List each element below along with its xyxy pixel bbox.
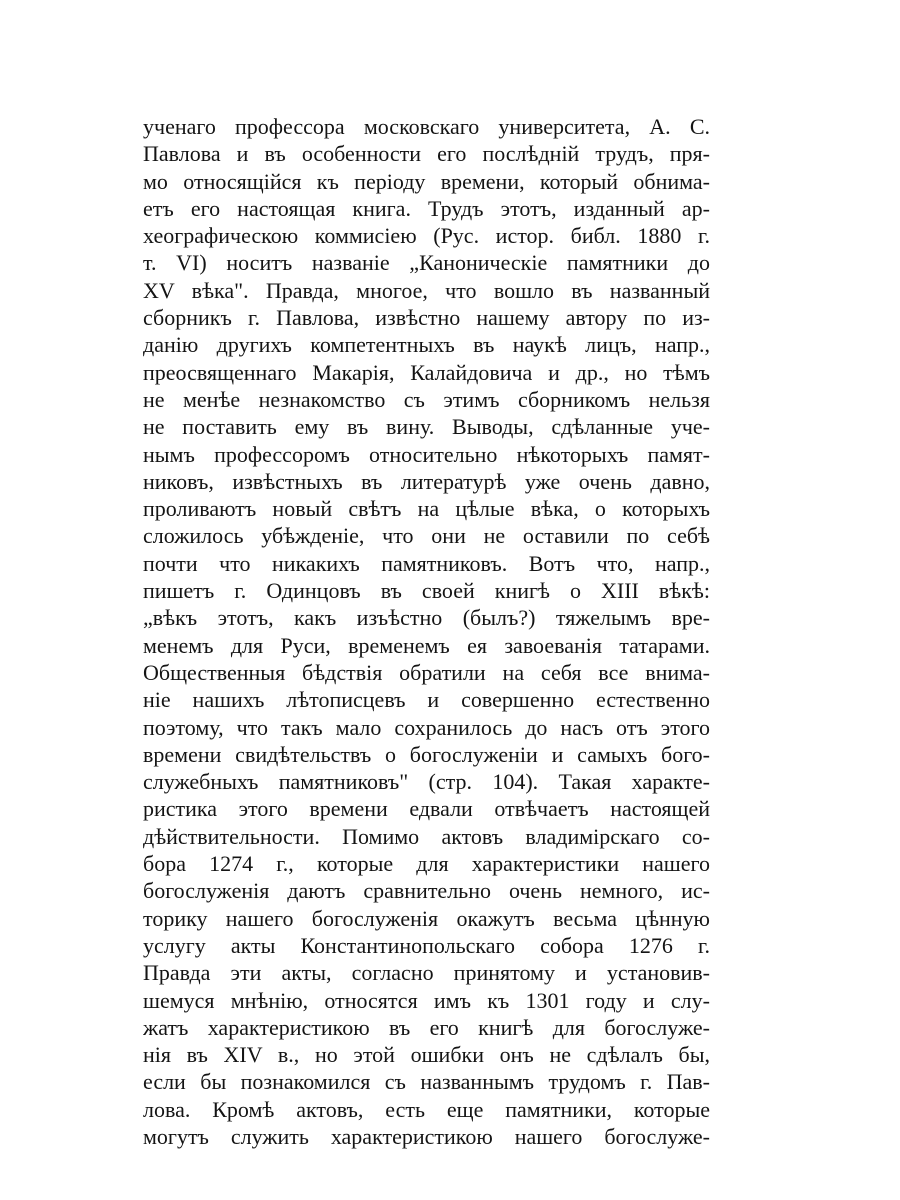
text-line: торику нашего богослуженія окажутъ весьма цѣнную [143, 905, 710, 931]
text-line: Общественныя бѣдствія обратили на себя все внима- [143, 659, 710, 685]
text-line: XV вѣка". Правда, многое, что вошло въ названный [143, 277, 710, 303]
text-line: дѣйствительности. Помимо актовъ владимірскаго со- [143, 823, 710, 849]
text-line: Павлова и въ особенности его послѣдній трудъ, пря- [143, 141, 710, 167]
text-line: шемуся мнѣнію, относятся имъ къ 1301 году и слу- [143, 987, 710, 1013]
text-line: т. VI) носитъ названіе „Каноническіе памятники до [143, 250, 710, 276]
text-line: услугу акты Константинопольскаго собора 1276 г. [143, 932, 710, 958]
text-line: времени свидѣтельствъ о богослуженіи и самыхъ бого- [143, 741, 710, 767]
text-line: богослуженія даютъ сравнительно очень немного, ис- [143, 878, 710, 904]
text-line: сложилось убѣжденіе, что они не оставили по себѣ [143, 523, 710, 549]
text-line: преосвященнаго Макарія, Калайдовича и др., но тѣмъ [143, 359, 710, 385]
text-line: почти что никакихъ памятниковъ. Вотъ что, напр., [143, 550, 710, 576]
text-line: не поставить ему въ вину. Выводы, сдѣланные уче- [143, 414, 710, 440]
text-line: никовъ, извѣстныхъ въ литературѣ уже очень давно, [143, 468, 710, 494]
text-line: нымъ профессоромъ относительно нѣкоторыхъ памят- [143, 441, 710, 467]
text-line: жатъ характеристикою въ его книгѣ для богослуже- [143, 1014, 710, 1040]
text-line: служебныхъ памятниковъ" (стр. 104). Такая характе- [143, 769, 710, 795]
text-line: бора 1274 г., которые для характеристики нашего [143, 851, 710, 877]
text-line: данію другихъ компетентныхъ въ наукѣ лицъ, напр., [143, 332, 710, 358]
text-line: не менѣе незнакомство съ этимъ сборникомъ нельзя [143, 386, 710, 412]
text-line: „вѣкъ этотъ, какъ изъѣстно (былъ?) тяжелымъ вре- [143, 605, 710, 631]
text-line: хеографическою коммисіею (Рус. истор. библ. 1880 г. [143, 223, 710, 249]
text-line: проливаютъ новый свѣтъ на цѣлые вѣка, о которыхъ [143, 496, 710, 522]
text-line: ристика этого времени едвали отвѣчаетъ настоящей [143, 796, 710, 822]
text-line: Правда эти акты, согласно принятому и установив- [143, 960, 710, 986]
text-line: нія въ XIV в., но этой ошибки онъ не сдѣлалъ бы, [143, 1042, 710, 1068]
text-line: лова. Кромѣ актовъ, есть еще памятники, которые [143, 1096, 710, 1122]
text-line: менемъ для Руси, временемъ ея завоеванія татарами. [143, 632, 710, 658]
text-line: ученаго профессора московскаго университета, А. С. [143, 114, 710, 139]
body-text [143, 113, 710, 1150]
text-line: мо относящійся къ періоду времени, который обнима- [143, 168, 710, 194]
text-line: етъ его настоящая книга. Трудъ этотъ, изданный ар- [143, 195, 710, 221]
text-line: ніе нашихъ лѣтописцевъ и совершенно естественно [143, 687, 710, 713]
text-line: могутъ служить характеристикою нашего богослуже- [143, 1123, 710, 1149]
text-line: пишетъ г. Одинцовъ въ своей книгѣ о XIII вѣкѣ: [143, 578, 710, 604]
text-line: если бы познакомился съ названнымъ трудомъ г. Пав- [143, 1069, 710, 1095]
text-line: поэтому, что такъ мало сохранилось до насъ отъ этого [143, 714, 710, 740]
text-line: сборникъ г. Павлова, извѣстно нашему автору по из- [143, 305, 710, 331]
